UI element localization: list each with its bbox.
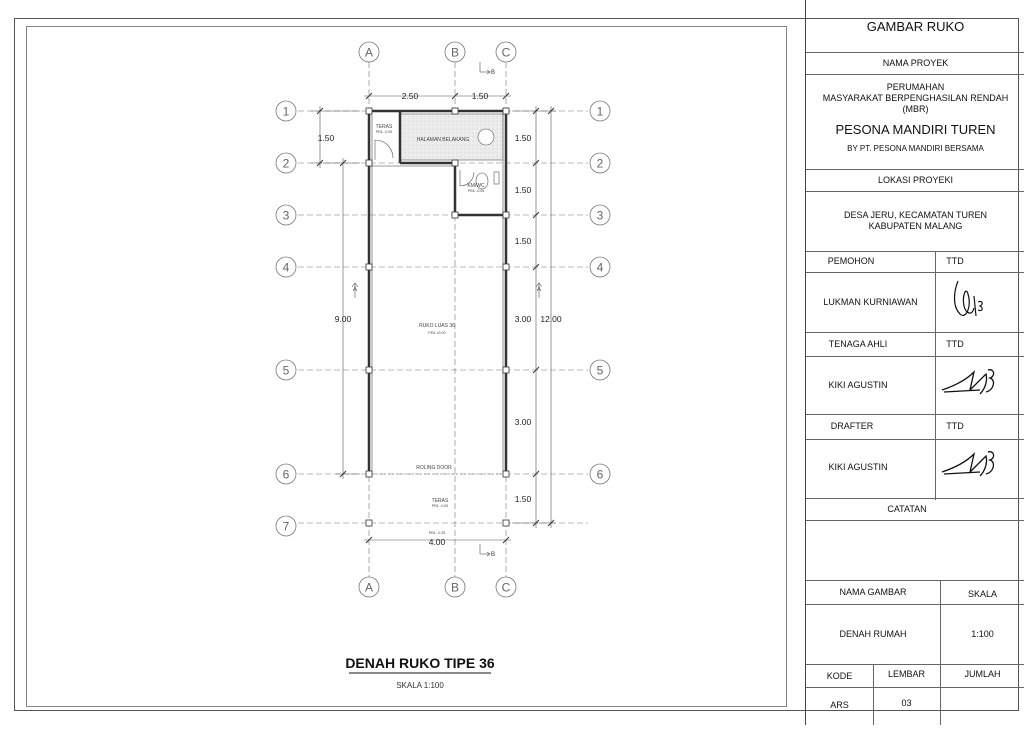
title-block (805, 0, 1024, 725)
signature-tenaga-ahli-icon (940, 364, 1000, 400)
grid-label-b-bottom: B (450, 580, 460, 595)
title-block-heading: GAMBAR RUKO (866, 18, 965, 34)
tenaga-ahli-name: KIKI AGUSTIN (828, 379, 888, 390)
signature-pemohon-icon (946, 276, 991, 326)
dim-right-4: 3.00 (514, 314, 532, 324)
nama-gambar-label: NAMA GAMBAR (839, 586, 907, 597)
kode-label: KODE (826, 670, 853, 681)
grid-label-a-top: A (364, 45, 374, 60)
tenaga-ahli-label: TENAGA AHLI (828, 338, 888, 349)
dim-right-5: 3.00 (514, 417, 532, 427)
section-mark-a-left: A (352, 287, 358, 293)
grid-label-5-left: 5 (282, 363, 290, 378)
section-mark-b-bottom: B (490, 552, 496, 558)
dim-right-3: 1.50 (514, 236, 532, 246)
proyek-line-1: PERUMAHAN (886, 82, 945, 92)
proyek-line-3: (MBR) (902, 104, 929, 114)
ttd-label-2: TTD (946, 338, 964, 349)
jumlah-value (940, 691, 1024, 715)
room-label-roling-door: ROLING DOOR (416, 465, 452, 471)
ttd-label-3: TTD (946, 421, 964, 431)
dim-total: 12.00 (540, 314, 562, 324)
drawing-title: DENAH RUKO TIPE 36 (345, 655, 495, 671)
dim-bottom: 4.00 (428, 537, 446, 547)
lokasi-line-2: KABUPATEN MALANG (868, 221, 963, 231)
drafter-label: DRAFTER (830, 421, 874, 431)
dim-left-1: 1.50 (317, 133, 335, 143)
grid-label-4-right: 4 (596, 260, 604, 275)
level-teras-back: PEIL -0.05 (375, 130, 393, 134)
dim-right-1: 1.50 (514, 133, 532, 143)
room-label-teras-front: TERAS (431, 498, 449, 504)
room-label-km: KM/WC (467, 183, 485, 189)
grid-label-3-left: 3 (282, 208, 290, 223)
proyek-line-2: MASYARAKAT BERPENGHASILAN RENDAH (822, 93, 1009, 103)
grid-label-c-bottom: C (501, 580, 511, 595)
dim-top-2: 1.50 (471, 91, 489, 101)
dim-left-2: 9.00 (334, 314, 352, 324)
columns (366, 108, 509, 526)
walls (369, 111, 506, 474)
grid-label-c-top: C (501, 45, 511, 60)
pemohon-label: PEMOHON (827, 256, 875, 266)
room-label-ruko: RUKO LUAS 36 (419, 323, 455, 329)
grid-label-1-left: 1 (282, 104, 290, 119)
nama-gambar-value: DENAH RUMAH (839, 628, 907, 639)
room-labels (376, 124, 485, 535)
grid-label-2-right: 2 (596, 156, 604, 171)
grid-label-2-left: 2 (282, 156, 290, 171)
nama-proyek-label: NAMA PROYEK (882, 57, 949, 68)
room-label-halaman: HALAMAN BELAKANG (416, 137, 470, 143)
catatan-label: CATATAN (887, 503, 927, 514)
dim-top-1: 2.50 (401, 91, 419, 101)
section-mark-b-top: B (490, 70, 496, 76)
inner-wall-lines (372, 114, 503, 474)
dim-right-6: 1.50 (514, 494, 532, 504)
shower-icon (494, 172, 499, 184)
proyek-by: BY PT. PESONA MANDIRI BERSAMA (847, 143, 984, 153)
lembar-label: LEMBAR (887, 668, 925, 679)
grid-label-5-right: 5 (596, 363, 604, 378)
grid-label-6-left: 6 (282, 467, 290, 482)
kode-value: ARS (830, 699, 849, 710)
dim-right-2: 1.50 (514, 185, 532, 195)
grid-label-7-left: 7 (282, 519, 290, 534)
drafter-name: KIKI AGUSTIN (828, 462, 888, 472)
lembar-value: 03 (901, 697, 912, 708)
skala-value: 1:100 (971, 628, 994, 639)
level-teras-front: PEIL -0.05 (431, 504, 449, 508)
back-door-swing (375, 140, 393, 160)
grid-label-3-right: 3 (596, 208, 604, 223)
level-front: PEIL -0.25 (428, 531, 446, 535)
level-ruko: PEIL ±0.00 (428, 331, 446, 335)
proyek-name: PESONA MANDIRI TUREN (835, 121, 996, 137)
grid-label-1-right: 1 (596, 104, 604, 119)
grid-label-b-top: B (450, 45, 460, 60)
grid-label-a-bottom: A (364, 580, 374, 595)
level-km: PEIL -0.05 (467, 189, 485, 193)
pemohon-name: LUKMAN KURNIAWAN (823, 296, 918, 307)
grid-label-6-right: 6 (596, 467, 604, 482)
jumlah-label: JUMLAH (964, 668, 1001, 679)
drawing-scale: SKALA 1:100 (396, 681, 444, 690)
grid-label-4-left: 4 (282, 260, 290, 275)
lokasi-label: LOKASI PROYEKI (877, 174, 954, 185)
signature-drafter-icon (940, 446, 1000, 482)
lokasi-line-1: DESA JERU, KECAMATAN TUREN (843, 210, 988, 220)
section-mark-a-right: A (536, 287, 542, 293)
room-label-teras-back: TERAS (375, 124, 393, 130)
skala-label: SKALA (967, 588, 998, 599)
water-tank-icon (478, 129, 494, 145)
ttd-label-1: TTD (946, 256, 964, 266)
